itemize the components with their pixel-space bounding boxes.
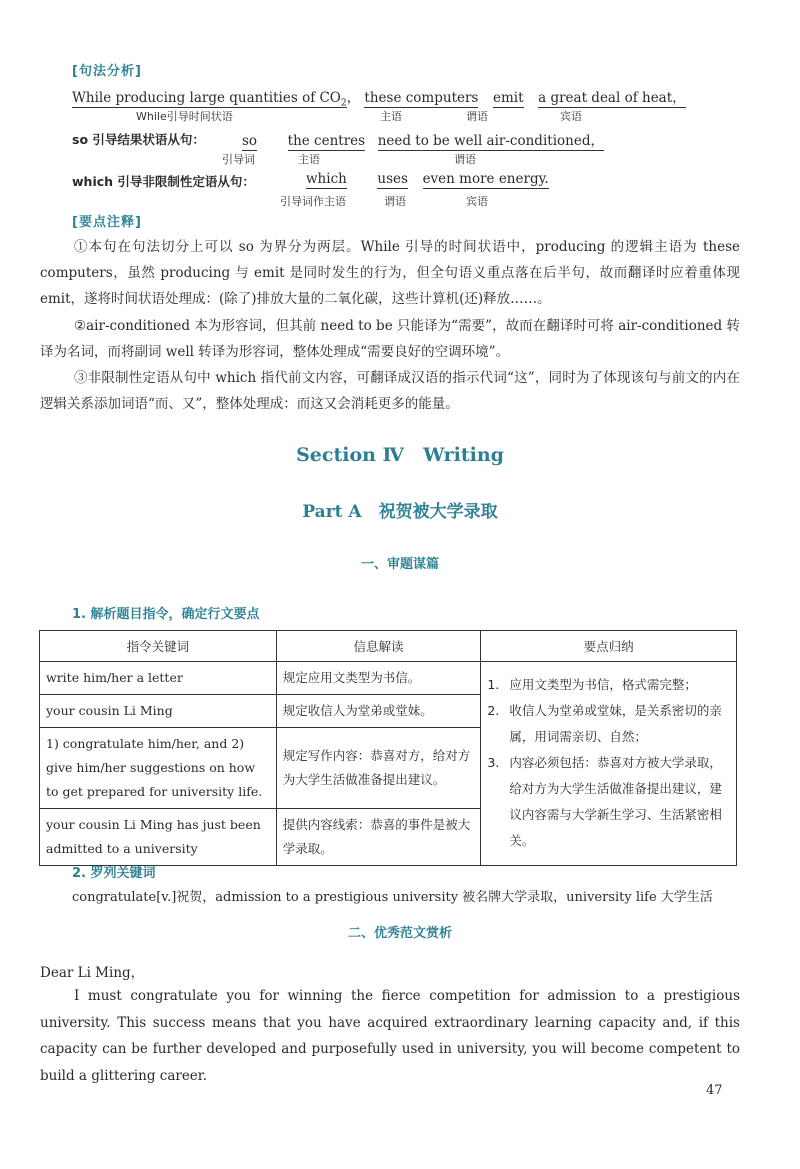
comma: ， bbox=[346, 90, 361, 106]
while-clause: While producing large quantities of $CO_2$ bbox=[72, 90, 347, 109]
syntax-header: [句法分析] bbox=[72, 64, 142, 79]
which-lead: which 引导非限制性定语从句： bbox=[72, 174, 255, 189]
keyword-cell: your cousin Li Ming has just been admitted to a university bbox=[40, 809, 277, 866]
note-2: ②air-conditioned 本为形容词，但其前 need to be 只能译为“需要”，故而在翻译时可将 air-conditioned 转译为名词，而将副词 well 转译为形容词，整体处理成“需要良好的空调环境”。 bbox=[40, 318, 740, 360]
note-1: ①本句在句法切分上可以 so 为界分为两层。While 引导的时间状语中，producing 的逻辑主语为 these computers，虽然 producing 与 emit 是同时发生的行为，但全句语义重点落在后半句，故而翻译时应着重体现 emit，遂将时间状语处理成：(除了)排放大量的二氧化碳，这些计算机(还)释放……。 bbox=[40, 239, 740, 307]
interpretation-cell: 规定收信人为堂弟或堂妹。 bbox=[276, 695, 481, 728]
summary-item: 1. 应用文类型为书信，格式需完整； bbox=[487, 677, 697, 692]
interpretation-cell: 规定写作内容：恭喜对方，给对方为大学生活做准备提出建议。 bbox=[276, 728, 481, 809]
sub-title-2: 二、优秀范文赏析 bbox=[347, 926, 452, 941]
section-title: Section Ⅳ Writing bbox=[296, 444, 504, 466]
part-title: Part A 祝贺被大学录取 bbox=[302, 502, 498, 522]
item-2-title: 2. 罗列关键词 bbox=[72, 866, 156, 881]
item-1-title: 1. 解析题目指令，确定行文要点 bbox=[72, 607, 260, 622]
syntax-line-2 bbox=[242, 129, 604, 149]
label-object-3: 宾语 bbox=[466, 195, 488, 208]
essay-body: I must congratulate you for winning the fierce competition for admission to a prestigious university. This success means that you have acquired extraordinary learning capacity and, if this capacity can be further developed and purposefully used in university, you will become competent to build a glittering career. bbox=[40, 988, 740, 1084]
keywords-line: congratulate[v.]祝贺，admission to a prestigious university 被名牌大学录取，university life 大学生活 bbox=[72, 890, 713, 905]
object-phrase: a great deal of heat， bbox=[538, 90, 686, 106]
sub-title-1: 一、审题谋篇 bbox=[360, 557, 439, 572]
subject-phrase: these computers bbox=[364, 90, 479, 106]
syntax-line-1 bbox=[72, 86, 686, 109]
header-summary: 要点归纳 bbox=[481, 631, 737, 662]
page-number: 47 bbox=[706, 1083, 723, 1098]
interpretation-cell: 提供内容线索：恭喜的事件是被大学录取。 bbox=[276, 809, 481, 866]
label-object: 宾语 bbox=[560, 110, 582, 123]
header-interpretation: 信息解读 bbox=[276, 631, 481, 662]
note-3: ③非限制性定语从句中 which 指代前文内容，可翻译成汉语的指示代词“这”，同时为了体现该句与前文的内在逻辑关系添加词语“而、又”，整体处理成：而这又会消耗更多的能量。 bbox=[40, 370, 740, 412]
table-row bbox=[40, 662, 737, 695]
label-verb-3: 谓语 bbox=[384, 195, 406, 208]
which-word: which bbox=[306, 171, 347, 187]
syntax-line-3 bbox=[306, 171, 549, 187]
so-word: so bbox=[242, 133, 258, 149]
header-keyword: 指令关键词 bbox=[40, 631, 277, 662]
label-conj-subject: 引导词作主语 bbox=[280, 195, 346, 208]
label-subject: 主语 bbox=[380, 110, 402, 123]
label-subject-2: 主语 bbox=[298, 153, 320, 166]
summary-item: 2. 收信人为堂弟或堂妹，是关系密切的亲属，用词需亲切、自然； bbox=[487, 703, 722, 744]
summary-cell bbox=[481, 662, 737, 866]
label-verb-2: 谓语 bbox=[454, 153, 476, 166]
table-header-row bbox=[40, 631, 737, 662]
notes-header: [要点注释] bbox=[72, 215, 142, 230]
label-verb: 谓语 bbox=[466, 110, 488, 123]
label-while: While引导时间状语 bbox=[136, 110, 233, 123]
interpretation-cell: 规定应用文类型为书信。 bbox=[276, 662, 481, 695]
so-lead: so 引导结果状语从句： bbox=[72, 132, 205, 147]
salutation: Dear Li Ming， bbox=[40, 965, 145, 981]
analysis-table bbox=[39, 630, 737, 866]
keyword-cell: 1) congratulate him/her, and 2) give him/her suggestions on how to get prepared for university life. bbox=[40, 728, 277, 809]
summary-item: 3. 内容必须包括：恭喜对方被大学录取，给对方为大学生活做准备提出建议，建议内容需与大学新生学习、生活紧密相关。 bbox=[487, 755, 722, 848]
verb-phrase: emit bbox=[492, 90, 524, 106]
need-phrase: need to be well air-conditioned， bbox=[377, 133, 604, 149]
keyword-cell: write him/her a letter bbox=[40, 662, 277, 695]
summary-list bbox=[487, 672, 730, 854]
label-conj: 引导词 bbox=[222, 153, 255, 166]
energy-phrase: even more energy. bbox=[422, 171, 549, 187]
keyword-cell: your cousin Li Ming bbox=[40, 695, 277, 728]
centres-phrase: the centres bbox=[287, 133, 366, 149]
uses-word: uses bbox=[377, 171, 408, 187]
